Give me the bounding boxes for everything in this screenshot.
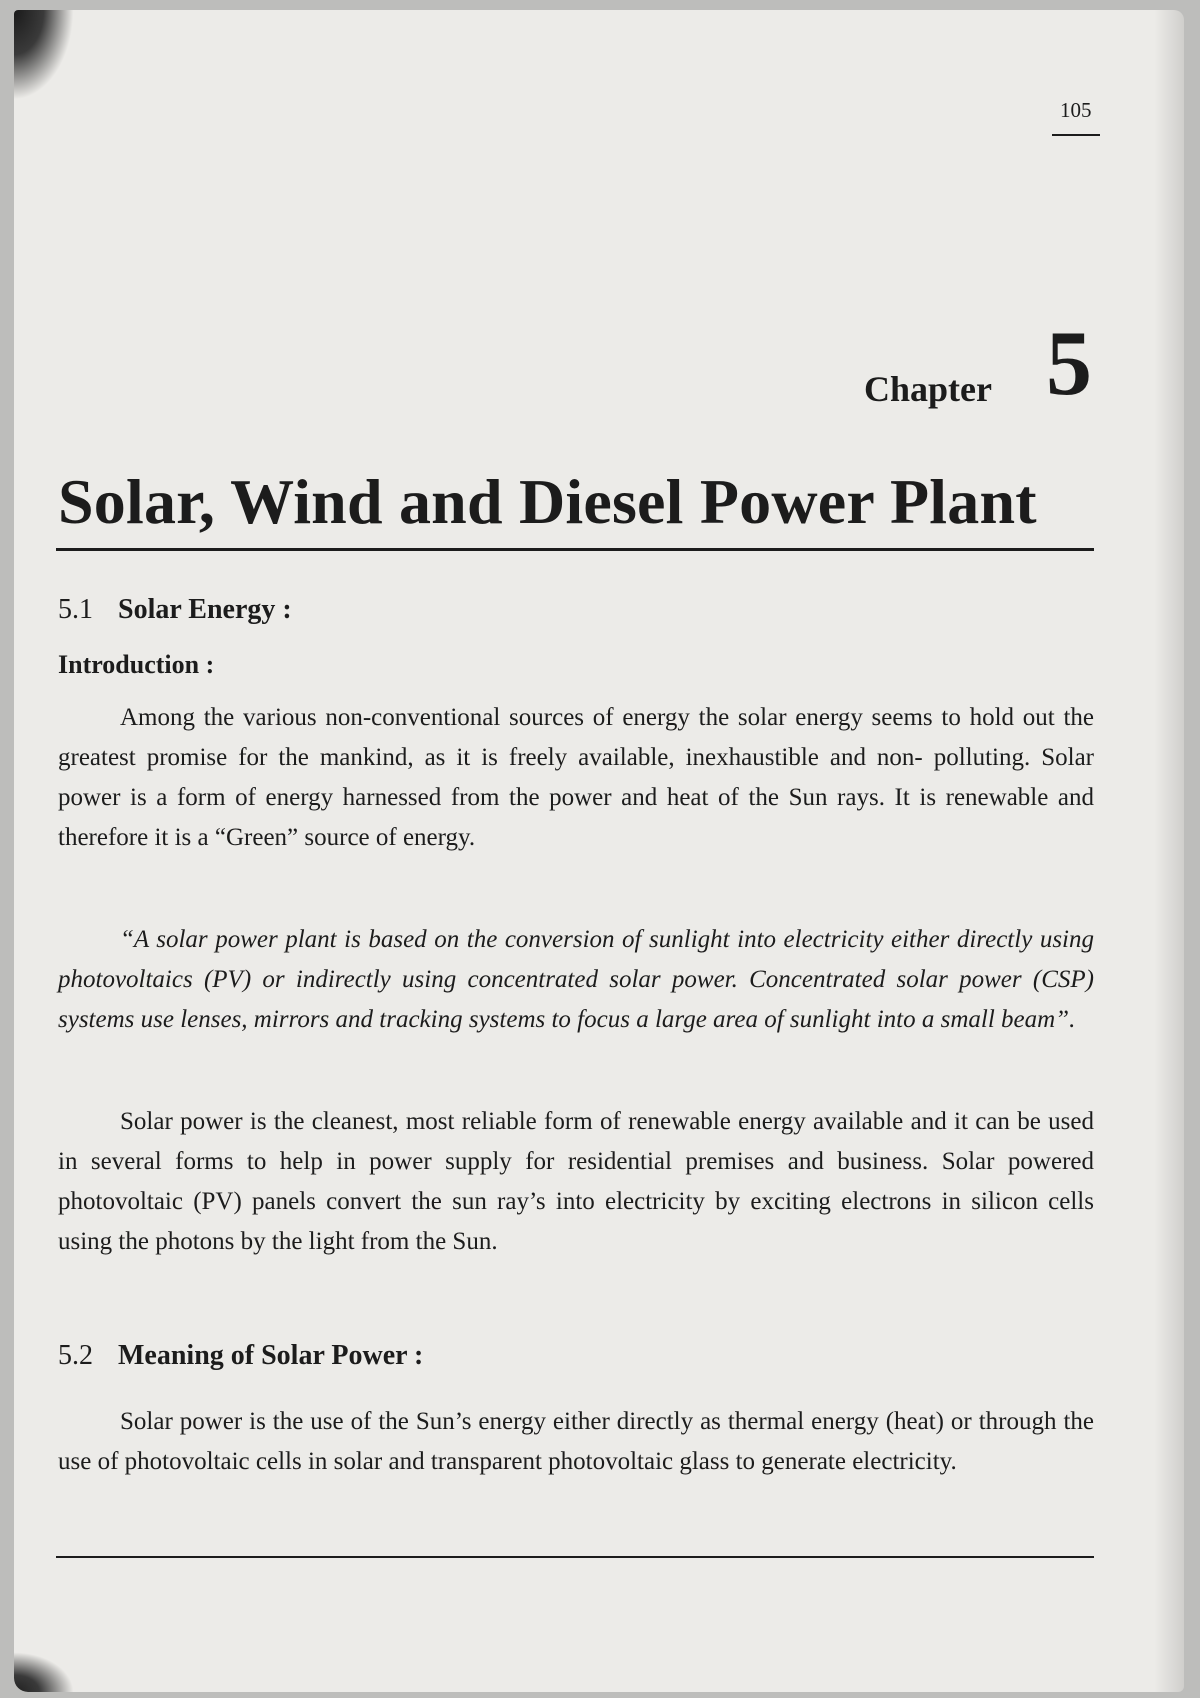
section-title: Meaning of Solar Power :	[118, 1340, 424, 1371]
section-heading-5-2	[58, 1340, 423, 1372]
section-number: 5.1	[58, 594, 93, 625]
book-page	[14, 10, 1184, 1692]
paragraph-solar-power-benefits: Solar power is the cleanest, most reliable form of renewable energy available and it can be used in several forms to help in power supply for residential premises and business. Solar powered photovoltaic (PV) panels convert the sun ray’s into electricity by exciting electrons in silicon cells using the photons by the light from the Sun.	[58, 1108, 1094, 1255]
page-number: 105	[1060, 98, 1092, 122]
chapter-title: Solar, Wind and Diesel Power Plant	[58, 466, 1037, 537]
sub-heading-introduction: Introduction :	[58, 650, 215, 679]
title-rule	[56, 548, 1094, 551]
section-title: Solar Energy :	[118, 594, 292, 625]
chapter-label: Chapter	[864, 369, 992, 409]
section-heading-5-1	[58, 594, 292, 626]
paragraph-definition-quote: “A solar power plant is based on the conversion of sunlight into electricity either directly using photovoltaics (PV) or indirectly using concentrated solar power. Concentrated solar power (CSP) systems use lenses, mirrors and tracking systems to focus a large area of sunlight into a small beam”.	[58, 926, 1094, 1033]
paragraph-intro: Among the various non-conventional sources of energy the solar energy seems to hold out the greatest promise for the mankind, as it is freely available, inexhaustible and non- polluting. Solar power is a form of energy harnessed from the power and heat of the Sun rays. It is renewable and therefore it is a “Green” source of energy.	[58, 704, 1094, 851]
paragraph-meaning-solar-power: Solar power is the use of the Sun’s energy either directly as thermal energy (heat) or through the use of photovoltaic cells in solar and transparent photovoltaic glass to generate electricity.	[58, 1408, 1094, 1475]
page-corner-shadow	[14, 1652, 74, 1692]
chapter-number: 5	[1046, 312, 1092, 414]
page-edge-shadow	[1154, 10, 1184, 1692]
page-corner-shadow	[14, 10, 74, 100]
bottom-rule	[56, 1556, 1094, 1558]
page-number-rule	[1052, 134, 1100, 136]
section-number: 5.2	[58, 1340, 93, 1371]
